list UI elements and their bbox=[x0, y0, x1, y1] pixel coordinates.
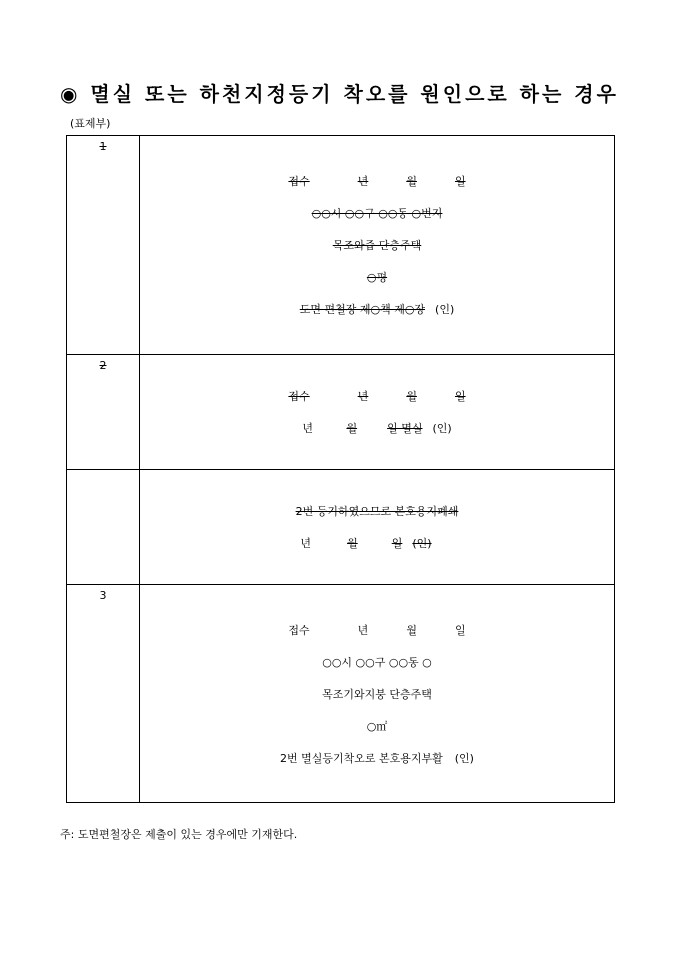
address-line: ○○시 ○○구 ○○동 ○번지 bbox=[311, 207, 443, 220]
drawing-line bbox=[140, 294, 614, 326]
drawing-text: 도면 편철장 제○책 제○장 bbox=[299, 303, 426, 316]
date-line bbox=[140, 528, 614, 560]
restoration-text: 2번 멸실등기착오로 본호용지부활 bbox=[280, 752, 443, 765]
footnote: 주: 도면편철장은 제출이 있는 경우에만 기재한다. bbox=[60, 828, 298, 841]
month-label: 월 bbox=[406, 624, 417, 637]
year-label: 년 bbox=[357, 390, 369, 403]
receipt-label: 접수 bbox=[288, 175, 310, 188]
seal-label: (인) bbox=[412, 537, 432, 550]
page-title: ◉ 멸실 또는 하천지정등기 착오를 원인으로 하는 경우 bbox=[60, 82, 619, 106]
closure-line: 2번 등기하였으므로 본호용지폐쇄 bbox=[295, 505, 459, 518]
table-row bbox=[67, 470, 615, 585]
row-number-cell bbox=[67, 470, 140, 585]
receipt-line bbox=[140, 381, 614, 413]
row-number-cell bbox=[67, 136, 140, 355]
month-label: 월 bbox=[406, 390, 417, 403]
day-label: 일 bbox=[391, 537, 403, 550]
structure-line: 목조와즙 단층주택 bbox=[332, 239, 422, 252]
row-content-cell bbox=[140, 355, 615, 470]
month-label: 월 bbox=[406, 175, 417, 188]
row-number-cell bbox=[67, 355, 140, 470]
day-label: 일 bbox=[454, 390, 466, 403]
row-number: 3 bbox=[99, 589, 107, 602]
receipt-line bbox=[140, 615, 614, 647]
row-content-cell bbox=[140, 470, 615, 585]
day-label: 일 bbox=[454, 175, 466, 188]
table-row bbox=[67, 585, 615, 803]
month-label: 월 bbox=[346, 422, 358, 435]
area-line: ○평 bbox=[366, 271, 388, 284]
row-number: 1 bbox=[99, 140, 107, 153]
year-label: 년 bbox=[300, 537, 312, 550]
section-subtitle: (표제부) bbox=[70, 117, 111, 130]
demolition-text: 일 멸실 bbox=[387, 422, 423, 435]
receipt-line bbox=[140, 166, 614, 198]
year-label: 년 bbox=[302, 422, 313, 435]
restoration-line bbox=[140, 743, 614, 775]
year-label: 년 bbox=[357, 624, 369, 637]
receipt-label: 접수 bbox=[288, 624, 310, 637]
row-content-cell bbox=[140, 136, 615, 355]
register-table bbox=[66, 135, 615, 803]
address-line: ○○시 ○○구 ○○동 ○ bbox=[322, 656, 432, 669]
seal-label: (인) bbox=[454, 752, 474, 765]
seal-label: (인) bbox=[432, 422, 452, 435]
table-row bbox=[67, 136, 615, 355]
table-row bbox=[67, 355, 615, 470]
day-label: 일 bbox=[454, 624, 466, 637]
seal-label: (인) bbox=[435, 303, 455, 316]
receipt-label: 접수 bbox=[288, 390, 310, 403]
demolition-line bbox=[140, 413, 614, 445]
structure-line: 목조기와지붕 단층주택 bbox=[322, 688, 432, 701]
month-label: 월 bbox=[347, 537, 358, 550]
year-label: 년 bbox=[357, 175, 369, 188]
row-number: 2 bbox=[99, 359, 107, 372]
row-content-cell bbox=[140, 585, 615, 803]
area-line: ○㎡ bbox=[366, 720, 388, 733]
row-number-cell bbox=[67, 585, 140, 803]
